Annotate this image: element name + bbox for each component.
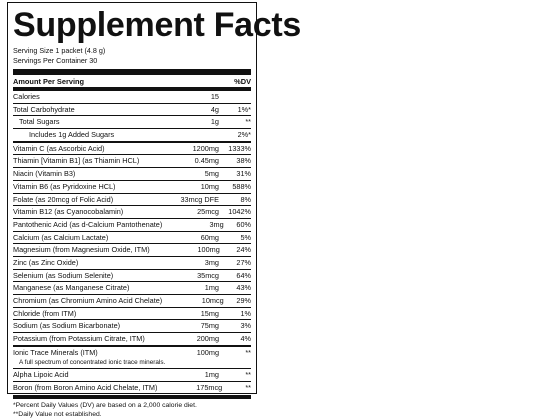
nutrient-amount: 60mg bbox=[200, 232, 219, 242]
nutrient-amount: 1200mg bbox=[192, 143, 219, 153]
nutrient-dv: 4% bbox=[240, 334, 251, 344]
nutrient-row bbox=[13, 332, 251, 345]
nutrient-row bbox=[13, 205, 251, 218]
servings-per-container: Servings Per Container 30 bbox=[13, 55, 98, 65]
nutrient-name: Calcium (as Calcium Lactate) bbox=[13, 232, 109, 242]
serving-info bbox=[13, 46, 251, 65]
nutrient-name: Vitamin B6 (as Pyridoxine HCL) bbox=[13, 181, 116, 191]
other-ingredient-row bbox=[13, 368, 251, 381]
ingredient-amount: 175mcg bbox=[196, 383, 223, 393]
nutrient-amount: 75mg bbox=[200, 321, 219, 331]
nutrient-dv: 1%* bbox=[237, 104, 251, 114]
nutrient-dv: 2%* bbox=[237, 130, 251, 140]
nutrient-name: Zinc (as Zinc Oxide) bbox=[13, 257, 79, 267]
nutrient-row bbox=[13, 319, 251, 332]
nutrient-row bbox=[13, 307, 251, 320]
nutrient-row bbox=[13, 281, 251, 294]
nutrient-row bbox=[13, 154, 251, 167]
nutrient-dv: 5% bbox=[240, 232, 251, 242]
divider-bottom bbox=[13, 395, 251, 399]
nutrient-dv: 24% bbox=[236, 245, 251, 255]
nutrient-name: Potassium (from Potassium Citrate, ITM) bbox=[13, 334, 145, 344]
nutrient-name: Calories bbox=[13, 92, 40, 101]
nutrient-amount: 200mg bbox=[196, 334, 219, 344]
nutrient-amount: 10mcg bbox=[201, 296, 224, 305]
footnote-dv: *Percent Daily Values (DV) are based on a 2,000 calorie diet. bbox=[13, 401, 197, 409]
nutrient-name: Magnesium (from Magnesium Oxide, ITM) bbox=[13, 245, 150, 255]
nutrient-dv: 1042% bbox=[228, 207, 251, 217]
nutrient-amount: 1mg bbox=[204, 283, 219, 293]
nutrient-dv: 38% bbox=[236, 156, 251, 166]
nutrient-row bbox=[13, 231, 251, 244]
nutrient-dv: 1333% bbox=[228, 143, 251, 153]
nutrient-amount: 15mg bbox=[200, 308, 219, 318]
nutrient-amount: 15 bbox=[210, 92, 219, 101]
ingredient-dv: ** bbox=[245, 383, 251, 393]
nutrient-amount: 4g bbox=[210, 104, 219, 114]
nutrient-dv: 43% bbox=[236, 283, 251, 293]
dv-header: %DV bbox=[234, 77, 251, 86]
nutrient-dv: 60% bbox=[236, 219, 251, 229]
ingredient-amount: 1mg bbox=[204, 370, 219, 380]
nutrient-dv: 588% bbox=[232, 181, 251, 191]
amount-header: Amount Per Serving bbox=[13, 77, 85, 86]
nutrient-dv: 1% bbox=[240, 308, 251, 318]
nutrient-name: Total Sugars bbox=[19, 117, 60, 127]
other-ingredient-row bbox=[13, 381, 251, 394]
nutrient-name: Chloride (from ITM) bbox=[13, 308, 77, 318]
nutrient-name: Includes 1g Added Sugars bbox=[29, 130, 115, 140]
other-ingredient-row bbox=[13, 345, 251, 359]
nutrient-amount: 25mcg bbox=[197, 207, 219, 217]
ingredient-name: Alpha Lipoic Acid bbox=[13, 370, 69, 380]
nutrient-name: Vitamin C (as Ascorbic Acid) bbox=[13, 143, 105, 153]
nutrient-name: Niacin (Vitamin B3) bbox=[13, 169, 76, 179]
nutrient-dv: 64% bbox=[236, 270, 251, 280]
nutrient-amount: 33mcg DFE bbox=[180, 194, 219, 204]
itm-note: A full spectrum of concentrated ionic trace minerals. bbox=[19, 359, 166, 367]
nutrient-row bbox=[13, 141, 251, 155]
nutrient-row bbox=[13, 91, 251, 103]
divider-thick bbox=[13, 69, 251, 75]
nutrient-amount: 35mcg bbox=[197, 270, 219, 280]
nutrient-row bbox=[13, 128, 251, 141]
nutrient-row bbox=[13, 256, 251, 269]
footnotes bbox=[13, 401, 251, 419]
nutrient-name: Pantothenic Acid (as d-Calcium Pantothenate) bbox=[13, 219, 163, 229]
nutrient-dv: ** bbox=[245, 117, 251, 127]
footnote-not-established: **Daily Value not established. bbox=[13, 410, 102, 418]
ingredient-dv: ** bbox=[245, 370, 251, 380]
ingredient-dv: ** bbox=[245, 347, 251, 357]
nutrient-name: Sodium (as Sodium Bicarbonate) bbox=[13, 321, 121, 331]
nutrient-name: Selenium (as Sodium Selenite) bbox=[13, 270, 114, 280]
column-header bbox=[13, 77, 251, 87]
supplement-facts-panel bbox=[7, 2, 302, 418]
serving-size: Serving Size 1 packet (4.8 g) bbox=[13, 46, 106, 55]
nutrient-dv: 29% bbox=[236, 296, 251, 305]
nutrient-dv: 3% bbox=[240, 321, 251, 331]
ingredient-amount: 100mg bbox=[196, 347, 219, 357]
nutrient-name: Chromium (as Chromium Amino Acid Chelate) bbox=[13, 296, 163, 305]
nutrient-rows bbox=[13, 91, 251, 394]
nutrient-row bbox=[13, 269, 251, 282]
nutrient-row bbox=[13, 193, 251, 206]
ingredient-name: Ionic Trace Minerals (ITM) bbox=[13, 347, 98, 357]
nutrient-amount: 0.45mg bbox=[194, 156, 219, 166]
nutrient-name: Vitamin B12 (as Cyanocobalamin) bbox=[13, 207, 124, 217]
nutrient-amount: 3mg bbox=[209, 219, 224, 229]
nutrient-row bbox=[13, 180, 251, 193]
nutrient-amount: 100mg bbox=[197, 245, 220, 255]
nutrient-row bbox=[13, 103, 251, 116]
nutrient-dv: 8% bbox=[240, 194, 251, 204]
nutrient-row bbox=[13, 243, 251, 256]
nutrient-amount: 3mg bbox=[204, 257, 219, 267]
nutrient-amount: 1g bbox=[210, 117, 219, 127]
panel-title: Supplement Facts bbox=[13, 6, 302, 44]
nutrient-amount: 5mg bbox=[204, 169, 219, 179]
nutrient-row bbox=[13, 218, 251, 231]
nutrient-dv: 31% bbox=[236, 169, 251, 179]
nutrient-name: Folate (as 20mcg of Folic Acid) bbox=[13, 194, 114, 204]
nutrient-name: Manganese (as Manganese Citrate) bbox=[13, 283, 130, 293]
nutrient-name: Thiamin [Vitamin B1] (as Thiamin HCL) bbox=[13, 156, 140, 166]
nutrient-row bbox=[13, 294, 251, 307]
nutrient-row bbox=[13, 167, 251, 180]
nutrient-row bbox=[13, 115, 251, 128]
nutrient-name: Total Carbohydrate bbox=[13, 104, 75, 114]
ingredient-name: Boron (from Boron Amino Acid Chelate, ITM) bbox=[13, 383, 158, 393]
nutrient-amount: 10mg bbox=[200, 181, 219, 191]
nutrient-dv: 27% bbox=[236, 257, 251, 267]
